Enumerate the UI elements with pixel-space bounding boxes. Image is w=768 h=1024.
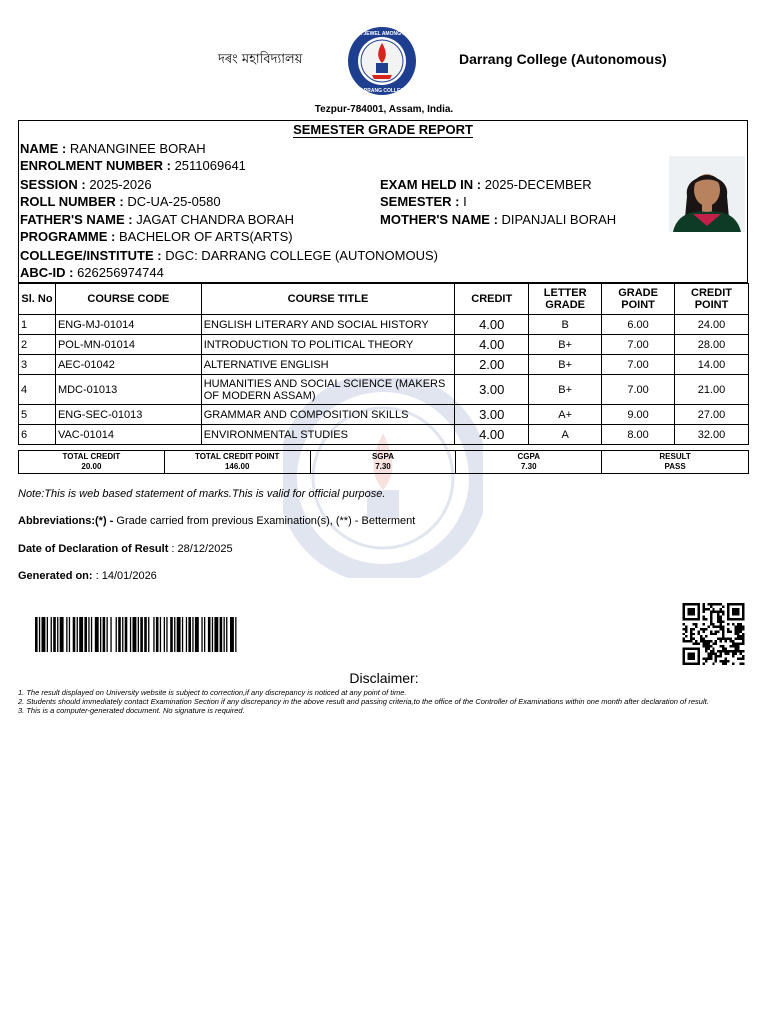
cell-code: POL-MN-01014 xyxy=(55,335,201,355)
cell-grade-point: 9.00 xyxy=(602,405,675,425)
totals-row xyxy=(19,451,749,474)
cell-code: ENG-SEC-01013 xyxy=(55,405,201,425)
enrolment-number: 2511069641 xyxy=(174,158,246,173)
col-header-credit: CREDIT xyxy=(455,284,529,315)
enrolment-field: ENROLMENT NUMBER : 2511069641 xyxy=(20,158,246,173)
cell-grade-point: 7.00 xyxy=(602,375,675,405)
cell-credit: 3.00 xyxy=(455,375,529,405)
col-header-letter-grade: LETTER GRADE xyxy=(529,284,602,315)
cell-credit: 4.00 xyxy=(455,315,529,335)
cell-title: ENVIRONMENTAL STUDIES xyxy=(201,425,455,445)
cell-credit: 4.00 xyxy=(455,335,529,355)
official-note: Note:This is web based statement of marks.This is valid for official purpose. xyxy=(18,488,386,500)
session-value: 2025-2026 xyxy=(89,177,152,192)
col-header-title: COURSE TITLE xyxy=(201,284,455,315)
table-header-row xyxy=(19,284,749,315)
sgpa-cell xyxy=(310,451,456,474)
cell-sl: 3 xyxy=(19,355,56,375)
total-credit-point-label: TOTAL CREDIT POINT xyxy=(194,452,280,461)
cell-sl: 5 xyxy=(19,405,56,425)
college-name-assamese: দৰং মহাবিদ্যালয় xyxy=(218,52,303,67)
generated-on: Generated on: : 14/01/2026 xyxy=(18,570,157,582)
cell-grade-point: 7.00 xyxy=(602,335,675,355)
abc-id-value: 626256974744 xyxy=(77,265,164,280)
disclaimer-item: 2. Students should immediately contact Examination Section if any discrepancy in the above result and passing criteria,to the office of the Controller of Examinations within one month after declaration of result. xyxy=(18,697,709,706)
cell-grade: B+ xyxy=(529,335,602,355)
result-value: PASS xyxy=(664,462,686,471)
cell-credit: 3.00 xyxy=(455,405,529,425)
disclaimer-item: 3. This is a computer-generated document. No signature is required. xyxy=(18,706,245,715)
marks-table xyxy=(18,283,749,445)
disclaimer-list xyxy=(18,688,743,715)
roll-number: DC-UA-25-0580 xyxy=(127,194,221,209)
logo-text-top: BE A JEWEL AMONG MEN xyxy=(350,31,414,37)
col-header-grade-point: GRADE POINT xyxy=(602,284,675,315)
cell-grade: B+ xyxy=(529,375,602,405)
cgpa-value: 7.30 xyxy=(520,462,537,471)
total-credit-point-cell xyxy=(164,451,310,474)
student-name-field: NAME : RANANGINEE BORAH xyxy=(20,141,206,156)
table-row xyxy=(19,405,749,425)
totals-table xyxy=(18,450,749,474)
table-row xyxy=(19,315,749,335)
total-credit-cell xyxy=(19,451,165,474)
cell-title: ALTERNATIVE ENGLISH xyxy=(201,355,455,375)
cell-title: INTRODUCTION TO POLITICAL THEORY xyxy=(201,335,455,355)
college-logo-icon xyxy=(346,25,418,97)
total-credit-value: 20.00 xyxy=(81,462,102,471)
cell-code: MDC-01013 xyxy=(55,375,201,405)
total-credit-label: TOTAL CREDIT xyxy=(62,452,121,461)
declaration-date: Date of Declaration of Result : 28/12/2025 xyxy=(18,543,233,555)
result-cell xyxy=(602,451,749,474)
abbreviations: Abbreviations:(*) - Grade carried from previous Examination(s), (**) - Betterment xyxy=(18,515,416,527)
col-header-code: COURSE CODE xyxy=(55,284,201,315)
report-title: SEMESTER GRADE REPORT xyxy=(293,122,473,137)
cell-credit: 2.00 xyxy=(455,355,529,375)
programme-value: BACHELOR OF ARTS(ARTS) xyxy=(118,229,293,244)
cell-sl: 6 xyxy=(19,425,56,445)
mother-name-field: MOTHER'S NAME : DIPANJALI BORAH xyxy=(380,212,617,227)
col-header-sl: Sl. No xyxy=(19,284,56,315)
cgpa-cell xyxy=(456,451,602,474)
cgpa-label: CGPA xyxy=(517,452,541,461)
cell-code: ENG-MJ-01014 xyxy=(55,315,201,335)
cell-title: ENGLISH LITERARY AND SOCIAL HISTORY xyxy=(201,315,455,335)
table-row xyxy=(19,375,749,405)
total-credit-point-value: 146.00 xyxy=(224,462,250,471)
qr-code-icon xyxy=(681,603,746,665)
result-label: RESULT xyxy=(659,452,691,461)
cell-credit-point: 32.00 xyxy=(675,425,749,445)
cell-grade: B xyxy=(529,315,602,335)
abc-id-field: ABC-ID : 626256974744 xyxy=(20,265,164,280)
college-field: COLLEGE/INSTITUTE : DGC: DARRANG COLLEGE (AUTONOMOUS) xyxy=(20,248,438,263)
exam-held-value: 2025-DECEMBER xyxy=(484,177,592,192)
cell-credit-point: 27.00 xyxy=(675,405,749,425)
semester-field: SEMESTER : I xyxy=(380,194,467,209)
cell-sl: 1 xyxy=(19,315,56,335)
table-row xyxy=(19,425,749,445)
cell-credit: 4.00 xyxy=(455,425,529,445)
student-name: RANANGINEE BORAH xyxy=(69,141,206,156)
cell-sl: 4 xyxy=(19,375,56,405)
barcode-icon xyxy=(35,617,237,652)
cell-credit-point: 24.00 xyxy=(675,315,749,335)
father-name: JAGAT CHANDRA BORAH xyxy=(136,212,294,227)
mother-name: DIPANJALI BORAH xyxy=(501,212,617,227)
table-row xyxy=(19,335,749,355)
logo-text-bottom: DARRANG COLLEGE xyxy=(356,88,408,94)
semester-value: I xyxy=(463,194,467,209)
cell-grade: B+ xyxy=(529,355,602,375)
cell-title: GRAMMAR AND COMPOSITION SKILLS xyxy=(201,405,455,425)
session-field: SESSION : 2025-2026 xyxy=(20,177,152,192)
roll-number-field: ROLL NUMBER : DC-UA-25-0580 xyxy=(20,194,221,209)
exam-held-field: EXAM HELD IN : 2025-DECEMBER xyxy=(380,177,592,192)
programme-field: PROGRAMME : BACHELOR OF ARTS(ARTS) xyxy=(20,229,293,244)
student-photo xyxy=(669,156,745,232)
cell-sl: 2 xyxy=(19,335,56,355)
cell-grade-point: 8.00 xyxy=(602,425,675,445)
table-row xyxy=(19,355,749,375)
sgpa-value: 7.30 xyxy=(375,462,391,471)
cell-code: VAC-01014 xyxy=(55,425,201,445)
college-address: Tezpur-784001, Assam, India. xyxy=(314,104,454,115)
father-name-field: FATHER'S NAME : JAGAT CHANDRA BORAH xyxy=(20,212,294,227)
cell-grade: A xyxy=(529,425,602,445)
cell-credit-point: 21.00 xyxy=(675,375,749,405)
sgpa-label: SGPA xyxy=(371,452,395,461)
cell-credit-point: 14.00 xyxy=(675,355,749,375)
cell-code: AEC-01042 xyxy=(55,355,201,375)
cell-grade: A+ xyxy=(529,405,602,425)
cell-grade-point: 7.00 xyxy=(602,355,675,375)
cell-grade-point: 6.00 xyxy=(602,315,675,335)
disclaimer-item: 1. The result displayed on University website is subject to correction,if any discrepancy is noticed at any point of time. xyxy=(18,688,407,697)
college-value: DGC: DARRANG COLLEGE (AUTONOMOUS) xyxy=(165,248,438,263)
cell-title: HUMANITIES AND SOCIAL SCIENCE (MAKERS OF MODERN ASSAM) xyxy=(201,375,455,405)
disclaimer-title: Disclaimer: xyxy=(349,670,419,686)
college-name-english: Darrang College (Autonomous) xyxy=(459,51,667,67)
cell-credit-point: 28.00 xyxy=(675,335,749,355)
col-header-credit-point: CREDIT POINT xyxy=(675,284,749,315)
